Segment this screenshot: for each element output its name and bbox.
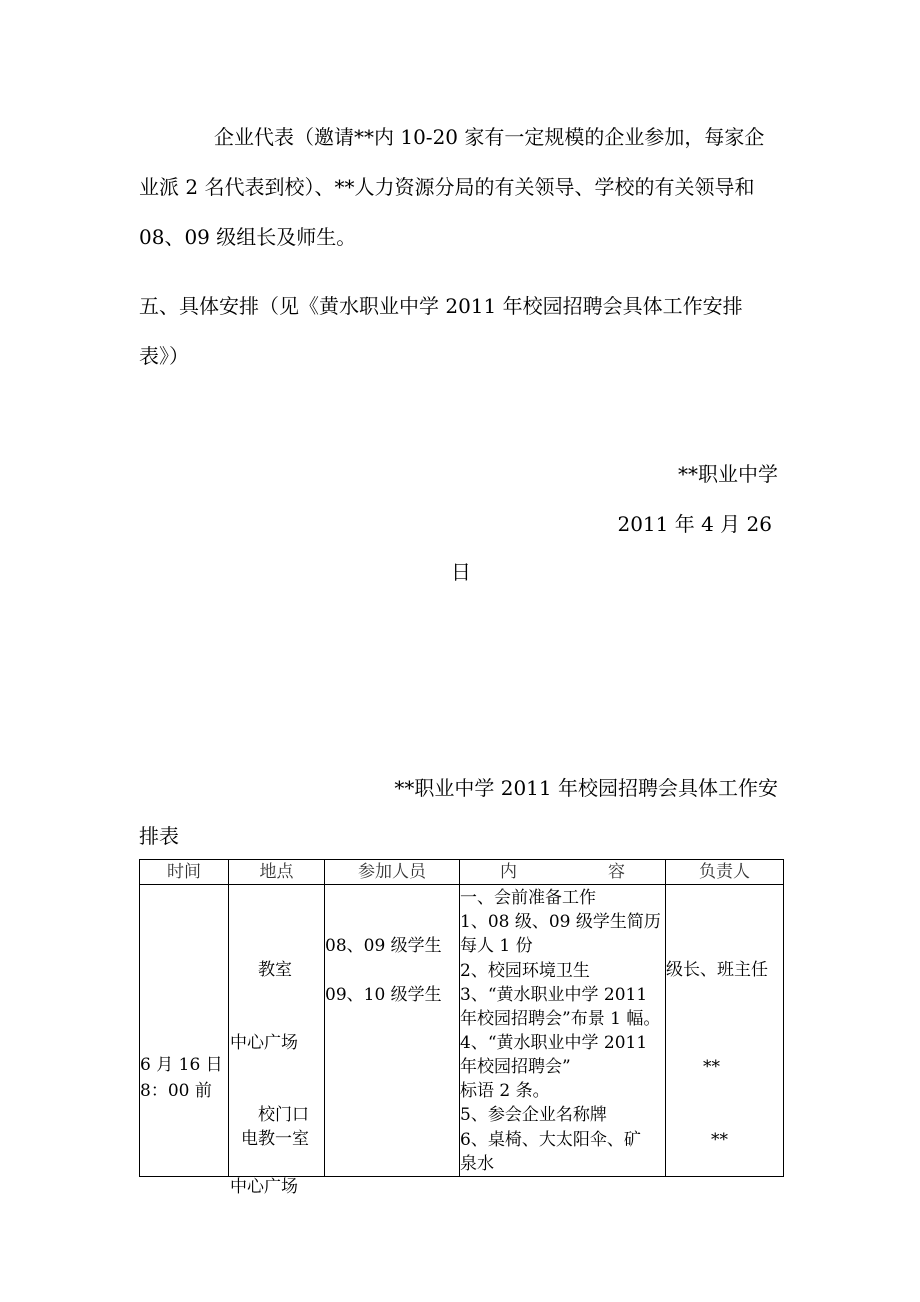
owner-line-1: 级长、班主任: [666, 960, 768, 980]
header-content: [460, 860, 666, 885]
header-content-a: 内: [500, 862, 517, 882]
content-line-7: 4、“黄水职业中学 2011: [460, 1033, 648, 1053]
content-line-12: 泉水: [460, 1154, 494, 1174]
place-classroom: 教室: [258, 960, 292, 980]
content-line-4: 2、校园环境卫生: [460, 961, 590, 981]
table-header-row: [140, 860, 784, 885]
paragraph-line-3: 08、09 级组长及师生。: [139, 225, 357, 249]
place-center-square-2: 中心广场: [230, 1177, 298, 1197]
content-line-6: 年校园招聘会”布景 1 幅。: [460, 1009, 661, 1029]
schedule-table: [139, 859, 784, 1197]
place-school-gate: 校门口: [258, 1105, 309, 1125]
cell-people: [325, 885, 460, 1177]
content-line-1: 一、会前准备工作: [460, 888, 596, 908]
people-line-1: 08、09 级学生: [325, 936, 442, 956]
header-content-b: 容: [608, 862, 625, 882]
content-line-3: 每人 1 份: [460, 936, 533, 956]
owner-line-3: **: [711, 1130, 728, 1150]
header-place: 地点: [229, 860, 325, 885]
signature-org: **职业中学: [678, 462, 778, 486]
time-line-2: 8：00 前: [140, 1081, 212, 1101]
cell-content: [460, 885, 666, 1177]
header-time: 时间: [140, 860, 229, 885]
signature-date: 2011 年 4 月 26: [617, 512, 772, 536]
time-line-1: 6 月 16 日: [140, 1055, 223, 1075]
schedule-title-line-1: **职业中学 2011 年校园招聘会具体工作安: [394, 776, 778, 800]
schedule-title-line-2: 排表: [139, 824, 179, 848]
content-line-10: 5、参会企业名称牌: [460, 1105, 607, 1125]
cell-time: [140, 885, 229, 1177]
cell-owner: [666, 885, 784, 1177]
cell-place: [229, 885, 325, 1197]
section-heading-line-2: 表》）: [139, 344, 189, 368]
place-center-square: 中心广场: [230, 1033, 298, 1053]
owner-line-2: **: [703, 1057, 720, 1077]
section-heading-line-1: 五、具体安排（见《黄水职业中学 2011 年校园招聘会具体工作安排: [139, 294, 743, 318]
people-line-2: 09、10 级学生: [325, 985, 442, 1005]
place-av-room: 电教一室: [241, 1129, 309, 1149]
signature-date-day: 日: [451, 560, 471, 584]
header-owner: 负责人: [666, 860, 784, 885]
content-line-9: 标语 2 条。: [460, 1081, 550, 1101]
paragraph-line-2: 业派 2 名代表到校）、**人力资源分局的有关领导、学校的有关领导和: [139, 175, 755, 199]
paragraph-line-1: 企业代表（邀请**内 10-20 家有一定规模的企业参加，每家企: [214, 125, 765, 149]
table-row: [140, 885, 784, 1177]
header-people: 参加人员: [325, 860, 460, 885]
content-line-11: 6、桌椅、大太阳伞、矿: [460, 1130, 641, 1150]
content-line-2: 1、08 级、09 级学生简历: [460, 912, 661, 932]
content-line-8: 年校园招聘会”: [460, 1057, 571, 1077]
content-line-5: 3、“黄水职业中学 2011: [460, 985, 648, 1005]
